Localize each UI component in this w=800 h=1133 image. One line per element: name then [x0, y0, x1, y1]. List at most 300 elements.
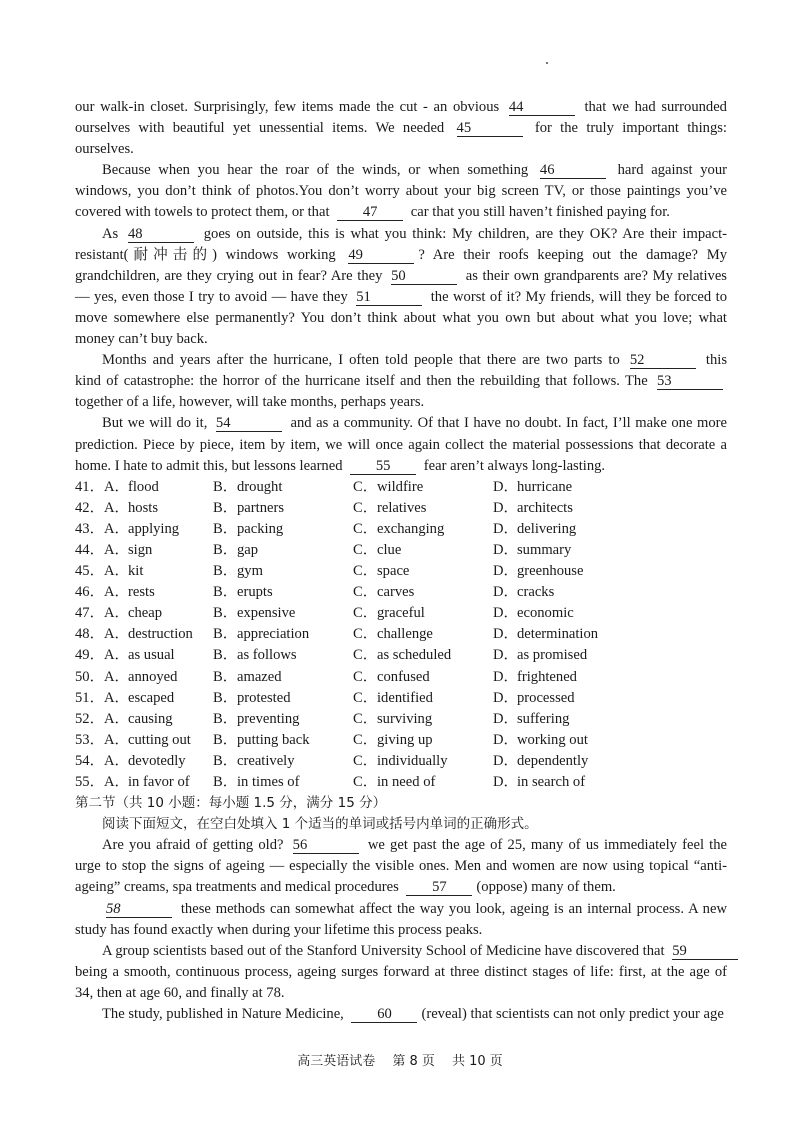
option-text: erupts: [237, 584, 273, 601]
text-line: [75, 139, 727, 160]
option-text: surviving: [377, 710, 433, 727]
cloze-options: [75, 477, 727, 793]
text-line: [75, 899, 727, 920]
option-d: [493, 751, 633, 772]
option-text: determination: [517, 626, 599, 643]
option-text: carves: [377, 584, 415, 601]
question-number: 48．: [75, 626, 105, 643]
option-c: [353, 624, 493, 645]
option-row: [75, 645, 727, 666]
option-d: [493, 603, 633, 624]
option-text: appreciation: [237, 626, 310, 643]
answer-blank: 55: [350, 459, 416, 475]
option-d: [493, 667, 633, 688]
option-letter: D．: [493, 626, 519, 643]
text-segment: these methods can somewhat affect the way you look, ageing is an internal process. A new: [176, 900, 727, 917]
option-text: delivering: [517, 520, 577, 537]
option-a: [104, 561, 213, 582]
option-letter: C．: [353, 520, 378, 537]
option-d: [493, 519, 633, 540]
option-letter: C．: [353, 478, 378, 495]
text-segment: being a smooth, continuous process, ageing surges forward at three distinct stages of life: first, at the age of: [75, 963, 727, 980]
option-c: [353, 688, 493, 709]
text-segment: A group scientists based out of the Stanford University School of Medicine have discovered that: [102, 942, 669, 959]
option-text: applying: [128, 520, 180, 537]
text-line: [75, 266, 727, 287]
section-instruction: 阅读下面短文，在空白处填入 1 个适当的单词或括号内单词的正确形式。: [102, 816, 538, 833]
section-title: 第二节（共 10 小题：每小题 1.5 分，满分 15 分）: [75, 795, 387, 812]
text-line: [75, 456, 727, 477]
option-c: [353, 540, 493, 561]
option-a: [104, 730, 213, 751]
option-b: [213, 498, 353, 519]
text-line: [75, 983, 727, 1004]
option-text: summary: [517, 541, 572, 558]
text-segment: — yes, even those I try to avoid — have they: [75, 288, 353, 305]
question-number: 50．: [75, 668, 105, 685]
option-letter: B．: [213, 647, 238, 664]
text-segment: hard against your: [609, 162, 727, 179]
text-segment: (reveal) that scientists can not only predict your age: [421, 1006, 724, 1023]
option-letter: D．: [493, 689, 519, 706]
option-a: [104, 477, 213, 498]
option-letter: A．: [104, 647, 130, 664]
option-d: [493, 498, 633, 519]
question-number: 42．: [75, 499, 105, 516]
option-letter: D．: [493, 668, 519, 685]
option-text: amazed: [237, 668, 282, 685]
option-letter: A．: [104, 752, 130, 769]
option-c: [353, 751, 493, 772]
text-segment: move somewhere else permanently? You don’t think about what you own but about what you love; what: [75, 309, 727, 326]
option-text: exchanging: [377, 520, 445, 537]
option-d: [493, 709, 633, 730]
option-letter: B．: [213, 520, 238, 537]
option-text: greenhouse: [517, 563, 584, 580]
option-c: [353, 561, 493, 582]
option-d: [493, 645, 633, 666]
option-text: identified: [377, 689, 433, 706]
option-c: [353, 709, 493, 730]
text-segment: prediction. Piece by piece, item by item, we will once again collect the material possessions that decorate a: [75, 436, 727, 453]
option-text: as follows: [237, 647, 297, 664]
text-line: [75, 245, 727, 266]
option-letter: A．: [104, 710, 130, 727]
option-b: [213, 730, 353, 751]
text-segment: and as a community. Of that I have no doubt. In fact, I’ll make one more: [285, 415, 727, 432]
option-letter: D．: [493, 520, 519, 537]
option-text: cracks: [517, 584, 555, 601]
grammar-fill-passage: [75, 835, 727, 1025]
text-segment: windows, you don’t think of photos.You don’t worry about your big screen TV, or those paintings you’ve: [75, 183, 727, 200]
text-segment: that we had surrounded: [578, 99, 727, 115]
option-c: [353, 667, 493, 688]
text-segment: this: [699, 352, 728, 369]
option-letter: C．: [353, 774, 378, 790]
text-line: [75, 202, 727, 223]
option-letter: C．: [353, 689, 378, 706]
text-segment: ? Are their roofs keeping out the damage? My: [418, 246, 727, 263]
answer-blank: 46: [540, 163, 606, 179]
option-a: [104, 603, 213, 624]
option-letter: C．: [353, 731, 378, 748]
text-line: [75, 1004, 727, 1025]
option-text: processed: [517, 689, 575, 706]
text-segment: goes on outside, this is what you think: My children, are they OK? Are their impact-: [197, 225, 727, 242]
option-text: flood: [128, 478, 159, 495]
option-c: [353, 772, 493, 793]
option-row: [75, 624, 727, 645]
option-text: gym: [237, 563, 263, 580]
option-a: [104, 582, 213, 603]
option-text: sign: [128, 541, 153, 558]
option-letter: C．: [353, 584, 378, 601]
text-segment: (oppose) many of them.: [476, 879, 616, 896]
option-letter: C．: [353, 563, 378, 580]
text-segment: grandchildren, are they crying out in fear? Are they: [75, 267, 388, 284]
text-line: [75, 350, 727, 371]
option-a: [104, 667, 213, 688]
option-letter: A．: [104, 605, 130, 622]
question-number: 46．: [75, 584, 105, 601]
option-text: space: [377, 563, 410, 580]
text-segment: The study, published in Nature Medicine,: [102, 1006, 348, 1023]
option-letter: A．: [104, 626, 130, 643]
option-text: architects: [517, 499, 573, 516]
answer-blank: 48: [128, 227, 194, 243]
option-letter: B．: [213, 710, 238, 727]
option-c: [353, 519, 493, 540]
answer-blank: 49: [348, 248, 414, 264]
text-line: [75, 371, 727, 392]
option-b: [213, 772, 353, 793]
text-segment: money can’t buy back.: [75, 331, 208, 348]
option-letter: B．: [213, 731, 238, 748]
option-letter: A．: [104, 499, 130, 516]
option-text: economic: [517, 605, 574, 622]
text-segment: 34, then at age 60, and finally at 78.: [75, 984, 285, 1001]
text-line: [75, 308, 727, 329]
text-segment: car that you still haven’t finished paying for.: [407, 204, 670, 221]
option-a: [104, 645, 213, 666]
option-text: in favor of: [128, 774, 190, 790]
option-d: [493, 624, 633, 645]
text-segment: resistant(耐冲击的) windows working: [75, 246, 345, 263]
text-segment: our walk-in closet. Surprisingly, few items made the cut - an obvious: [75, 99, 505, 115]
option-letter: B．: [213, 499, 238, 516]
question-number: 54．: [75, 752, 105, 769]
option-letter: B．: [213, 605, 238, 622]
option-letter: A．: [104, 478, 130, 495]
text-segment: as their own grandparents are? My relatives: [461, 267, 727, 284]
option-letter: C．: [353, 710, 378, 727]
option-text: frightened: [517, 668, 577, 685]
question-number: 52．: [75, 710, 105, 727]
option-letter: C．: [353, 668, 378, 685]
option-letter: C．: [353, 605, 378, 622]
option-text: as scheduled: [377, 647, 452, 664]
text-line: [75, 941, 727, 962]
option-letter: D．: [493, 499, 519, 516]
option-letter: B．: [213, 541, 238, 558]
option-c: [353, 582, 493, 603]
option-b: [213, 519, 353, 540]
option-row: [75, 730, 727, 751]
option-row: [75, 582, 727, 603]
option-text: giving up: [377, 731, 433, 748]
text-segment: ourselves.: [75, 141, 134, 158]
option-letter: A．: [104, 668, 130, 685]
option-text: working out: [517, 731, 588, 748]
answer-blank: 59: [672, 944, 738, 960]
option-row: [75, 751, 727, 772]
question-number: 44．: [75, 541, 105, 558]
answer-blank: 60: [351, 1007, 417, 1023]
text-line: [75, 329, 727, 350]
option-text: creatively: [237, 752, 295, 769]
option-d: [493, 688, 633, 709]
question-number: 41．: [75, 478, 105, 495]
option-b: [213, 624, 353, 645]
option-a: [104, 624, 213, 645]
option-b: [213, 688, 353, 709]
option-letter: D．: [493, 774, 519, 790]
text-segment: covered with towels to protect them, or that: [75, 204, 334, 221]
question-number: 51．: [75, 689, 105, 706]
option-c: [353, 498, 493, 519]
text-segment: the worst of it? My friends, will they be forced to: [426, 288, 727, 305]
option-b: [213, 709, 353, 730]
option-a: [104, 540, 213, 561]
option-text: putting back: [237, 731, 310, 748]
option-d: [493, 730, 633, 751]
text-line: [75, 835, 727, 856]
answer-blank: 45: [457, 121, 523, 137]
option-b: [213, 751, 353, 772]
option-c: [353, 645, 493, 666]
text-segment: we get past the age of 25, many of us immediately feel the: [362, 837, 727, 854]
option-b: [213, 645, 353, 666]
option-letter: B．: [213, 774, 238, 790]
text-segment: But we will do it,: [102, 415, 212, 432]
exam-page-content: [75, 97, 727, 1025]
option-letter: D．: [493, 541, 519, 558]
option-text: as usual: [128, 647, 175, 664]
option-text: destruction: [128, 626, 193, 643]
option-letter: D．: [493, 605, 519, 622]
option-letter: C．: [353, 626, 378, 643]
text-line: [75, 435, 727, 456]
option-letter: A．: [104, 541, 130, 558]
option-b: [213, 603, 353, 624]
option-row: [75, 540, 727, 561]
option-row: [75, 709, 727, 730]
option-text: clue: [377, 541, 402, 558]
option-text: escaped: [128, 689, 175, 706]
text-segment: Are you afraid of getting old?: [102, 837, 289, 854]
option-a: [104, 709, 213, 730]
option-c: [353, 730, 493, 751]
option-b: [213, 582, 353, 603]
text-line: [75, 160, 727, 181]
text-line: [75, 118, 727, 139]
text-line: [75, 287, 727, 308]
text-line: [75, 224, 727, 245]
option-text: suffering: [517, 710, 570, 727]
option-b: [213, 561, 353, 582]
option-text: drought: [237, 478, 283, 495]
option-text: in search of: [517, 774, 586, 790]
option-text: causing: [128, 710, 173, 727]
option-text: cheap: [128, 605, 163, 622]
option-text: graceful: [377, 605, 425, 622]
option-text: hurricane: [517, 478, 573, 495]
question-number: 47．: [75, 605, 105, 622]
option-text: preventing: [237, 710, 300, 727]
option-row: [75, 477, 727, 498]
option-letter: B．: [213, 752, 238, 769]
text-segment: study has found exactly when during your lifetime this process peaks.: [75, 921, 483, 938]
option-letter: D．: [493, 584, 519, 601]
option-letter: B．: [213, 563, 238, 580]
option-letter: C．: [353, 541, 378, 558]
option-text: challenge: [377, 626, 433, 643]
option-letter: B．: [213, 626, 238, 643]
option-text: devotedly: [128, 752, 186, 769]
cloze-passage: [75, 97, 727, 477]
option-text: wildfire: [377, 478, 424, 495]
text-segment: for the truly important things:: [526, 120, 727, 137]
option-letter: A．: [104, 731, 130, 748]
option-text: annoyed: [128, 668, 178, 685]
option-text: in need of: [377, 774, 436, 790]
option-a: [104, 519, 213, 540]
option-b: [213, 477, 353, 498]
option-row: [75, 688, 727, 709]
option-c: [353, 603, 493, 624]
option-row: [75, 667, 727, 688]
option-letter: C．: [353, 752, 378, 769]
option-text: relatives: [377, 499, 427, 516]
answer-blank: 44: [509, 100, 575, 116]
option-text: as promised: [517, 647, 588, 664]
option-letter: D．: [493, 752, 519, 769]
option-letter: A．: [104, 774, 130, 790]
option-d: [493, 582, 633, 603]
option-letter: D．: [493, 563, 519, 580]
option-text: gap: [237, 541, 259, 558]
answer-blank: 50: [391, 269, 457, 285]
text-line: [75, 920, 727, 941]
text-segment: ourselves with beautiful yet unessential items. We needed: [75, 120, 453, 137]
option-row: [75, 561, 727, 582]
answer-blank: 58: [106, 902, 172, 918]
question-number: 53．: [75, 731, 105, 748]
text-line: [75, 856, 727, 877]
question-number: 49．: [75, 647, 105, 664]
option-text: packing: [237, 520, 284, 537]
text-segment: kind of catastrophe: the horror of the hurricane itself and then the rebuilding that follows. The: [75, 373, 653, 390]
option-letter: D．: [493, 478, 519, 495]
option-letter: A．: [104, 689, 130, 706]
option-letter: B．: [213, 584, 238, 601]
text-segment: Because when you hear the roar of the winds, or when something: [102, 162, 536, 179]
option-letter: A．: [104, 563, 130, 580]
text-line: [75, 392, 727, 413]
option-row: [75, 772, 727, 793]
text-line: [75, 97, 727, 118]
option-row: [75, 498, 727, 519]
option-letter: D．: [493, 710, 519, 727]
answer-blank: 52: [630, 353, 696, 369]
option-letter: A．: [104, 584, 130, 601]
option-text: cutting out: [128, 731, 191, 748]
option-a: [104, 498, 213, 519]
answer-blank: 53: [657, 374, 723, 390]
text-segment: ageing” creams, spa treatments and medical procedures: [75, 879, 403, 896]
option-d: [493, 561, 633, 582]
answer-blank: 47: [337, 205, 403, 221]
option-c: [353, 477, 493, 498]
option-text: expensive: [237, 605, 296, 622]
option-text: in times of: [237, 774, 300, 790]
option-letter: D．: [493, 731, 519, 748]
answer-blank: 56: [293, 838, 359, 854]
option-letter: B．: [213, 689, 238, 706]
option-a: [104, 751, 213, 772]
option-b: [213, 667, 353, 688]
answer-blank: 54: [216, 416, 282, 432]
answer-blank: 51: [356, 290, 422, 306]
option-letter: B．: [213, 668, 238, 685]
text-line: [75, 877, 727, 898]
question-number: 45．: [75, 563, 105, 580]
option-b: [213, 540, 353, 561]
text-segment: Months and years after the hurricane, I often told people that there are two parts to: [102, 352, 626, 369]
scan-speck: [546, 62, 548, 64]
text-segment: fear aren’t always long-lasting.: [420, 457, 606, 474]
option-text: rests: [128, 584, 155, 601]
option-row: [75, 603, 727, 624]
option-letter: C．: [353, 499, 378, 516]
option-letter: D．: [493, 647, 519, 664]
text-line: [75, 413, 727, 434]
text-line: [75, 181, 727, 202]
text-segment: As: [102, 225, 124, 242]
option-a: [104, 772, 213, 793]
option-text: hosts: [128, 499, 159, 516]
option-letter: A．: [104, 520, 130, 537]
option-text: partners: [237, 499, 285, 516]
text-segment: urge to stop the signs of ageing — especially the visible ones. Men and women are now using topical “anti-: [75, 858, 727, 875]
option-text: protested: [237, 689, 291, 706]
text-line: [75, 962, 727, 983]
question-number: 55．: [75, 774, 105, 790]
option-text: kit: [128, 563, 144, 580]
option-letter: C．: [353, 647, 378, 664]
option-text: dependently: [517, 752, 589, 769]
answer-blank: 57: [406, 880, 472, 896]
text-segment: together of a life, however, will take months, perhaps years.: [75, 394, 425, 411]
option-d: [493, 477, 633, 498]
option-a: [104, 688, 213, 709]
option-text: confused: [377, 668, 430, 685]
option-d: [493, 540, 633, 561]
option-text: individually: [377, 752, 448, 769]
page-footer: 高三英语试卷 第 8 页 共 10 页: [297, 1054, 503, 1069]
option-letter: B．: [213, 478, 238, 495]
option-d: [493, 772, 633, 793]
